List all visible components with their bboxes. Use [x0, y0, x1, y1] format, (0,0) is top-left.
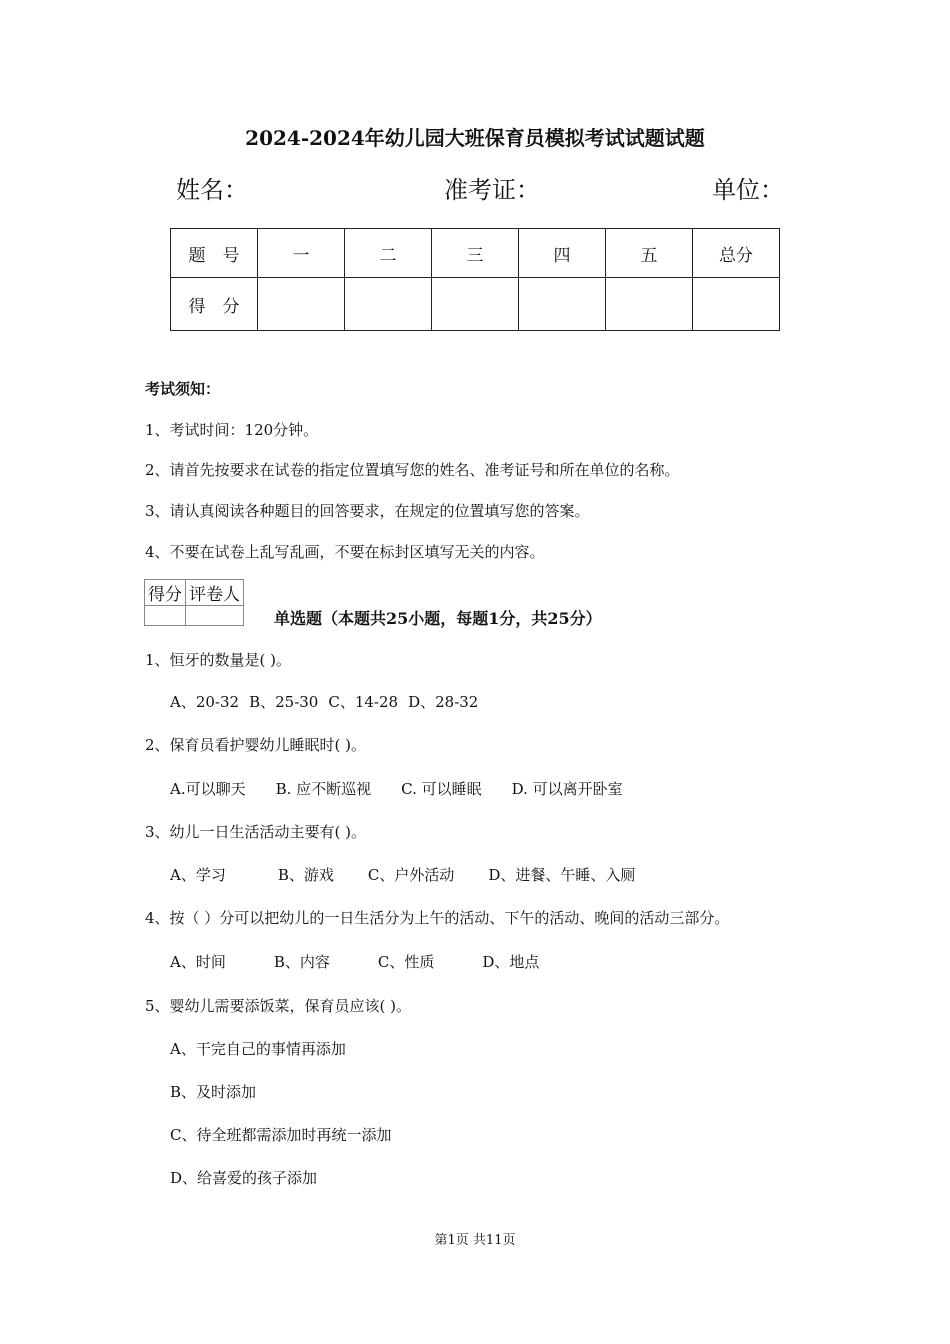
page-footer: 第1页 共11页	[434, 1233, 516, 1248]
option-c: C、户外活动	[367, 866, 455, 884]
notice-item: 1、考试时间：120分钟。	[145, 421, 319, 439]
option-a: A.可以聊天	[170, 780, 246, 798]
section-title: 单选题（本题共25小题，每题1分，共25分）	[274, 609, 602, 628]
question-5-option-b: B、及时添加	[170, 1083, 257, 1101]
question-3: 3、幼儿一日生活活动主要有( )。	[145, 823, 367, 841]
header-cell-5: 五	[606, 229, 693, 278]
option-d: D、地点	[482, 953, 540, 971]
option-d: D、28-32	[408, 693, 479, 711]
question-2: 2、保育员看护婴幼儿睡眠时( )。	[145, 736, 367, 754]
score-row-label: 得 分	[171, 278, 258, 331]
option-d: D. 可以离开卧室	[511, 780, 623, 798]
option-b: B、内容	[273, 953, 330, 971]
unit-label: 单位：	[712, 176, 784, 204]
notice-heading: 考试须知：	[145, 380, 221, 398]
document-title: 2024-2024年幼儿园大班保育员模拟考试试题试题	[245, 126, 705, 150]
grader-box-grader-label: 评卷人	[186, 580, 244, 606]
option-b: B、25-30	[249, 693, 319, 711]
question-4-options	[170, 951, 539, 972]
notice-item: 3、请认真阅读各种题目的回答要求，在规定的位置填写您的答案。	[145, 502, 590, 520]
header-cell-3: 三	[432, 229, 519, 278]
header-cell-question-no: 题 号	[171, 229, 258, 278]
option-c: C. 可以睡眠	[401, 780, 482, 798]
exam-id-label: 准考证：	[444, 176, 540, 204]
grader-box-score-label: 得分	[145, 580, 186, 606]
question-5-option-d: D、给喜爱的孩子添加	[170, 1169, 318, 1187]
score-table	[170, 228, 780, 331]
header-cell-4: 四	[519, 229, 606, 278]
option-b: B. 应不断巡视	[275, 780, 372, 798]
option-c: C、14-28	[328, 693, 399, 711]
header-cell-1: 一	[258, 229, 345, 278]
score-cell	[693, 278, 780, 331]
question-5: 5、婴幼儿需要添饭菜，保育员应该( )。	[145, 997, 412, 1015]
notice-item: 2、请首先按要求在试卷的指定位置填写您的姓名、准考证号和所在单位的名称。	[145, 461, 680, 479]
option-a: A、20-32	[170, 693, 240, 711]
name-label: 姓名：	[176, 176, 248, 204]
header-cell-total: 总分	[693, 229, 780, 278]
option-b: B、游戏	[277, 866, 334, 884]
question-1: 1、恒牙的数量是( )。	[145, 651, 292, 669]
option-a: A、学习	[170, 866, 226, 884]
option-a: A、时间	[170, 953, 226, 971]
question-5-option-a: A、干完自己的事情再添加	[170, 1040, 346, 1058]
score-cell	[519, 278, 606, 331]
option-c: C、性质	[377, 953, 435, 971]
question-2-options	[170, 778, 623, 799]
question-1-options	[170, 691, 478, 712]
score-cell	[432, 278, 519, 331]
grader-box-cell	[145, 606, 186, 626]
score-table-score-row	[171, 278, 780, 331]
notice-item: 4、不要在试卷上乱写乱画，不要在标封区填写无关的内容。	[145, 543, 545, 561]
header-cell-2: 二	[345, 229, 432, 278]
option-d: D、进餐、午睡、入厕	[488, 866, 636, 884]
score-cell	[345, 278, 432, 331]
question-5-option-c: C、待全班都需添加时再统一添加	[170, 1126, 392, 1144]
grader-box	[144, 579, 244, 626]
grader-box-cell	[186, 606, 244, 626]
score-cell	[606, 278, 693, 331]
score-cell	[258, 278, 345, 331]
score-table-header-row	[171, 229, 780, 278]
question-4: 4、按（ ）分可以把幼儿的一日生活分为上午的活动、下午的活动、晚间的活动三部分。	[145, 909, 730, 927]
question-3-options	[170, 864, 635, 885]
